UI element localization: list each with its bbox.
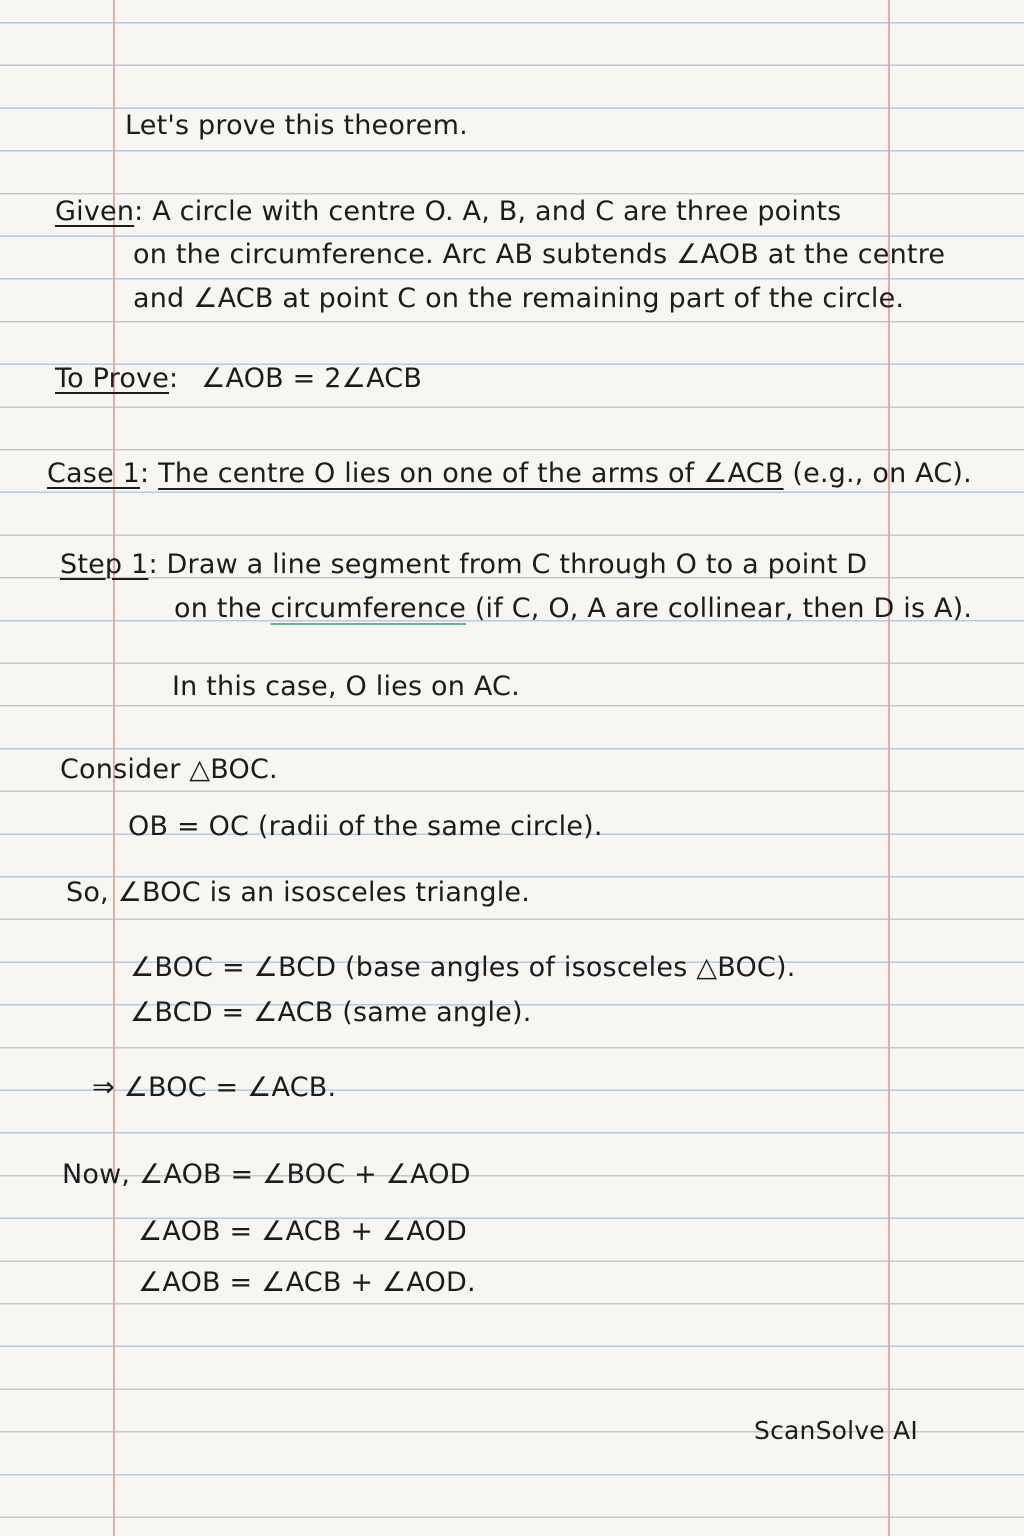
to-prove-statement: ∠AOB = 2∠ACB <box>201 363 423 394</box>
now-line-3: ∠AOB = ∠ACB + ∠AOD. <box>138 1267 476 1298</box>
given-line-2: on the circumference. Arc AB subtends ∠AOB at the centre <box>133 239 946 270</box>
given-block <box>55 196 841 227</box>
step-1-line-2 <box>174 593 972 624</box>
to-prove-label: To Prove <box>55 363 170 394</box>
now-line-1: Now, ∠AOB = ∠BOC + ∠AOD <box>62 1159 471 1190</box>
case-1-block <box>47 458 972 489</box>
circumference-word: circumference <box>270 593 467 624</box>
isosceles-text: So, ∠BOC is an isosceles triangle. <box>66 877 531 908</box>
now-line-2: ∠AOB = ∠ACB + ∠AOD <box>138 1216 467 1247</box>
given-colon: : <box>134 196 144 227</box>
case-1-note: (e.g., on AC). <box>792 458 972 489</box>
step-1-block <box>60 549 867 580</box>
angles-line-2: ∠BCD = ∠ACB (same angle). <box>130 997 532 1028</box>
to-prove-block <box>55 363 422 394</box>
to-prove-colon: : <box>169 363 179 394</box>
case-1-statement: The centre O lies on one of the arms of ∠ACB <box>158 458 784 489</box>
case-1-label: Case 1 <box>47 458 141 489</box>
intro-text: Let's prove this theorem. <box>125 110 468 141</box>
radii-text: OB = OC (radii of the same circle). <box>128 811 603 842</box>
step-1-label: Step 1 <box>60 549 149 580</box>
consider-text: Consider △BOC. <box>60 754 278 785</box>
watermark: ScanSolve AI <box>754 1416 918 1445</box>
case-1-colon: : <box>140 458 150 489</box>
step-1-line-3: In this case, O lies on AC. <box>172 671 520 702</box>
angles-line-1: ∠BOC = ∠BCD (base angles of isosceles △BOC). <box>130 952 796 983</box>
given-line-1: A circle with centre O. A, B, and C are three points <box>152 196 842 227</box>
step-1-line-2-post: (if C, O, A are collinear, then D is A). <box>466 593 973 624</box>
implies-line: ⇒ ∠BOC = ∠ACB. <box>92 1072 337 1103</box>
margin-line-right <box>888 0 890 1536</box>
given-label: Given <box>55 196 135 227</box>
step-1-line-2-pre: on the <box>174 593 271 624</box>
step-1-colon: : <box>148 549 158 580</box>
given-line-3: and ∠ACB at point C on the remaining part of the circle. <box>133 283 905 314</box>
step-1-line-1: Draw a line segment from C through O to a point D <box>166 549 868 580</box>
